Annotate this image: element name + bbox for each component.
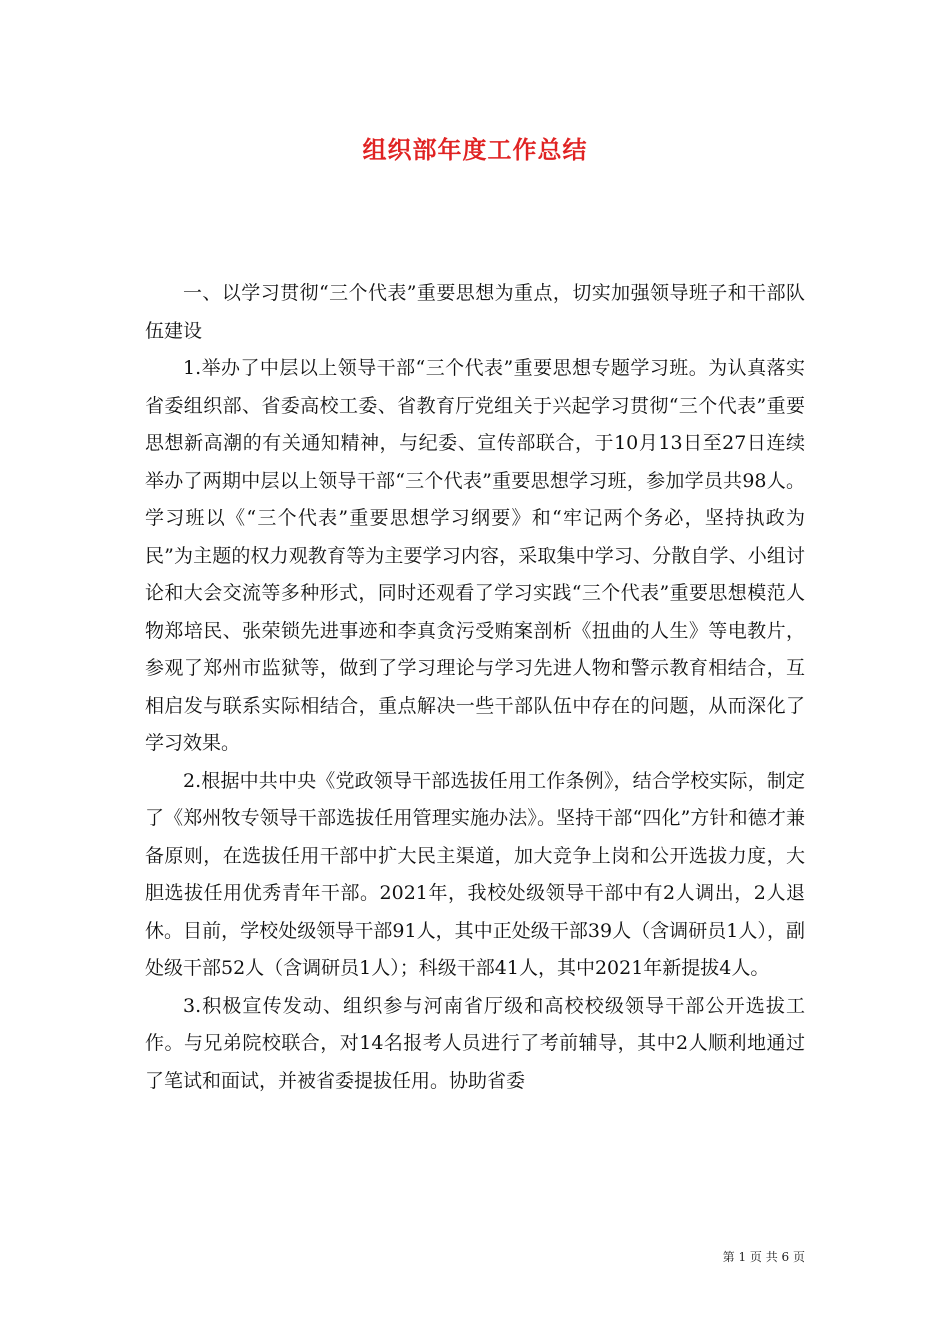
document-title: 组织部年度工作总结 <box>362 135 588 164</box>
page-number-footer: 第 1 页 共 6 页 <box>722 1250 805 1264</box>
body-paragraph-2: 2.根据中共中央《党政领导干部选拔任用工作条例》，结合学校实际，制定了《郑州牧专领导干部选拔任用管理实施办法》。坚持干部“四化”方针和德才兼备原则，在选拔任用干部中扩大民主渠道，加大竞争上岗和公开选拔力度，大胆选拔任用优秀青年干部。2021年，我校处级领导干部中有2人调出，2人退休。目前，学校处级领导干部91人，其中正处级干部39人（含调研员1人），副处级干部52人（含调研员1人）；科级干部41人，其中2021年新提拔4人。 <box>145 769 805 979</box>
section-heading-paragraph: 一、以学习贯彻“三个代表”重要思想为重点，切实加强领导班子和干部队伍建设 <box>145 282 805 342</box>
body-paragraph-3: 3.积极宣传发动、组织参与河南省厅级和高校校级领导干部公开选拔工作。与兄弟院校联合，对14名报考人员进行了考前辅导，其中2人顺利地通过了笔试和面试，并被省委提拔任用。协助省委 <box>145 994 805 1092</box>
body-paragraph-1: 1.举办了中层以上领导干部“三个代表”重要思想专题学习班。为认真落实省委组织部、省委高校工委、省教育厅党组关于兴起学习贯彻“三个代表”重要思想新高潮的有关通知精神，与纪委、宣传部联合，于10月13日至27日连续举办了两期中层以上领导干部“三个代表”重要思想学习班，参加学员共98人。学习班以《“三个代表”重要思想学习纲要》和“牢记两个务必，坚持执政为民”为主题的权力观教育等为主要学习内容，采取集中学习、分散自学、小组讨论和大会交流等多种形式，同时还观看了学习实践“三个代表”重要思想模范人物郑培民、张荣锁先进事迹和李真贪污受贿案剖析《扭曲的人生》等电教片，参观了郑州市监狱等，做到了学习理论与学习先进人物和警示教育相结合，互相启发与联系实际相结合，重点解决一些干部队伍中存在的问题，从而深化了学习效果。 <box>145 357 805 754</box>
document-body <box>145 275 805 1100</box>
